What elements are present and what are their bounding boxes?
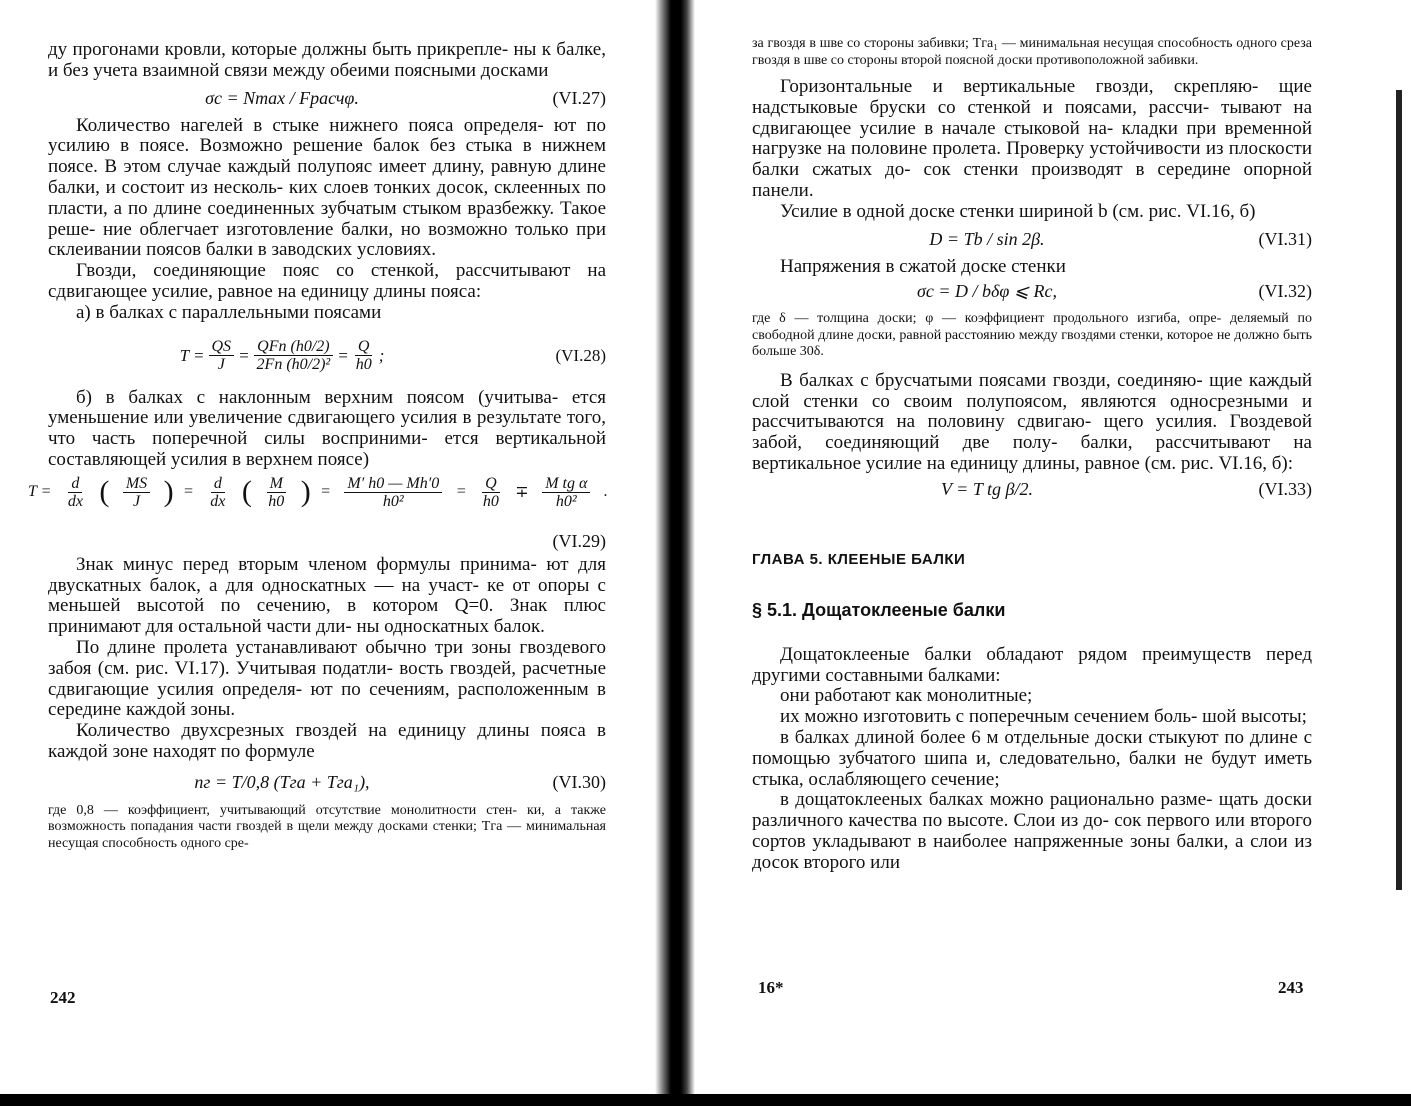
right-column: [752, 36, 1312, 874]
f29-eq-2: =: [320, 483, 331, 501]
formula-vi32-expr: σc = D / bδφ ⩽ Rc,: [917, 280, 1057, 301]
formula-vi27: [48, 82, 606, 116]
formula-vi30-expr: nг = T/0,8 (Tгa + Tгa₁),: [194, 772, 370, 793]
f29-p2-num: M: [267, 475, 286, 493]
f28-eq-2: =: [337, 345, 349, 365]
f28-frac-2: [254, 338, 334, 373]
left-para-2: Количество нагелей в стыке нижнего пояса определя- ют по усилию в поясе. Возможно решение балок без стыка в нижнем поясе. В этом случае каждый полупояс имеет длину, равную длине балки, и состоит из несколь- ких слоев тонких досок, склеенных по пласти, а по длине соединенных зубчатым стыком вразбежку. Такое реше- ние облегчает изготовление балки, но возможно только при склеивании поясов балки в заводских условиях.: [48, 114, 606, 261]
right-footnote-continued: за гвоздя в шве со стороны забивки; Tгa₁ — минимальная несущая способность одного среза гвоздя в шве со стороны второй поясной доски противоположной забивки.: [752, 36, 1312, 68]
f29-paren-open-2: (: [241, 475, 252, 509]
page-number-left: 242: [50, 988, 76, 1007]
formula-vi33-number: (VI.33): [1258, 479, 1312, 500]
list-item-4: в дощатоклееных балках можно рационально разме- щать доски различного качества по высоте. Слои из до- сок первого или второго сортов укладывают в наиболее напряженные зоны балки, а слои из досок второго или: [752, 789, 1312, 873]
left-para-4: Знак минус перед вторым членом формулы принима- ют для двускатных балок, а для односкатных — на участ- ке от опоры с меньшей высотой по сечению, в котором Q=0. Знак плюс принимают для остальной части дли- ны односкатных балок.: [48, 553, 606, 638]
left-para-6: Количество двухсрезных гвоздей на единицу длины пояса в каждой зоне находят по формуле: [48, 720, 606, 762]
f28-frac-1: [209, 338, 235, 373]
formula-vi27-expr: σc = Nmax / Fрасчφ.: [205, 88, 359, 109]
f29-d1-den: dx: [67, 492, 83, 510]
f29-p2-den: h0: [268, 492, 285, 510]
right-para-3: Напряжения в сжатой доске стенки: [780, 255, 1066, 277]
f29-lhs: T =: [28, 483, 52, 501]
f28-lhs: T =: [179, 345, 205, 365]
right-para-4: В балках с брусчатыми поясами гвозди, соединяю- щие каждый слой стенки со своим полупоясом, являются односрезными и рассчитываются на половину сдвигаю- щего усилия. Гвоздевой забой, соединяющий две полу- балки, рассчитывают на вертикальное усилие на единицу длины, равное (см. рис. VI.16, б):: [752, 369, 1312, 475]
formula-vi27-number: (VI.27): [552, 88, 606, 109]
left-item-a: а) в балках с параллельными поясами: [76, 301, 382, 323]
f29-paren-open-1: (: [99, 475, 110, 509]
page-number-right: 243: [1278, 978, 1304, 997]
formula-vi30-number: (VI.30): [552, 772, 606, 793]
formula-vi31: [752, 223, 1312, 257]
f29-f5-den: h0²: [555, 492, 577, 510]
f28-eq-1: =: [238, 345, 250, 365]
f29-f3-num: M′ h0 — Mh′0: [344, 475, 442, 493]
left-page: [0, 0, 660, 1106]
formula-vi31-number: (VI.31): [1258, 229, 1312, 250]
f29-end: .: [603, 483, 608, 501]
f29-d2-num: d: [211, 475, 225, 493]
formula-vi29: [28, 471, 608, 555]
f29-p1-den: J: [132, 492, 141, 510]
f29-f4: [480, 475, 502, 510]
list-item-1: они работают как монолитные;: [780, 685, 1033, 707]
f28-frac-3-num: Q: [355, 338, 373, 356]
list-item-3: в балках длиной более 6 м отдельные доски стыкуют по длине с помощью зубчатого шипа и, следовательно, балки не будут иметь стыка, ослабляющего сечение;: [752, 727, 1312, 790]
f29-eq-1: =: [183, 483, 194, 501]
f29-f3: [344, 475, 442, 510]
formula-vi28-number: (VI.28): [555, 345, 606, 365]
f29-f3-den: h0²: [382, 492, 404, 510]
list-item-2: их можно изготовить с поперечным сечением боль- шой высоты;: [780, 706, 1307, 728]
f29-d1: [65, 475, 86, 510]
f28-frac-1-num: QS: [209, 338, 235, 356]
f29-f4-den: h0: [482, 492, 499, 510]
f29-p1: [123, 475, 150, 510]
right-para-1: Горизонтальные и вертикальные гвозди, скрепляю- щие надстыковые бруски со стенкой и поясами, рассчи- тывают на сдвигающее усилие в начале стыковой на- кладки при временной нагрузке на половине пролета. Проверку устойчивости из плоскости балки сжатых до- сок стенки производят в середине опорной панели.: [752, 76, 1312, 201]
f29-f4-num: Q: [482, 475, 500, 493]
formula-vi29-number: (VI.29): [552, 530, 606, 551]
formula-vi33-expr: V = T tg β/2.: [941, 479, 1033, 500]
left-item-b: б) в балках с наклонным верхним поясом (учитыва- ется уменьшение или увеличение сдвигающего усилия в результате того, что часть поперечной силы восприними- ется вертикальной составляющей усилия в верхнем поясе): [48, 386, 606, 470]
f29-p1-num: MS: [123, 475, 150, 493]
book-gutter-shadow: [655, 0, 695, 1106]
f29-d2-den: dx: [210, 492, 226, 510]
f28-frac-3: [353, 338, 375, 373]
f28-end: ;: [378, 345, 385, 365]
formula-vi31-expr: D = Tb / sin 2β.: [929, 229, 1045, 250]
right-para-2: Усилие в одной доске стенки шириной b (см. рис. VI.16, б): [780, 200, 1256, 222]
f29-eq-3: =: [455, 483, 467, 501]
f29-d2: [207, 475, 228, 510]
f29-minus-plus: ∓: [515, 484, 529, 502]
chapter-heading: ГЛАВА 5. КЛЕЕНЫЕ БАЛКИ: [752, 550, 966, 568]
f29-p2: [265, 475, 287, 510]
f28-frac-1-den: J: [217, 356, 225, 374]
f28-frac-3-den: h0: [355, 356, 372, 374]
left-footnote: где 0,8 — коэффициент, учитывающий отсутствие монолитности стен- ки, а также возможность попадания части гвоздей в щели между досками стенки; Tгa — минимальная несущая способность одного сре-: [48, 802, 606, 851]
f29-f5-num: M tg α: [542, 475, 590, 493]
f28-frac-2-den: 2Fп (h0/2)²: [256, 356, 331, 374]
f29-d1-num: d: [68, 475, 82, 493]
right-page: [690, 0, 1411, 1106]
f29-paren-close-2: ): [300, 475, 311, 509]
left-para-5: По длине пролета устанавливают обычно три зоны гвоздевого забоя (см. рис. VI.17). Учитывая податли- вость гвоздей, расчетные сдвигающие усилия определя- ют по сечениям, расположенным в середине каждой зоны.: [48, 636, 606, 721]
f29-paren-close-1: ): [163, 475, 174, 509]
formula-vi32: [752, 277, 1312, 305]
signature-mark: 16*: [758, 978, 784, 997]
right-footnote-2: где δ — толщина доски; φ — коэффициент продольного изгиба, опре- деляемый по свободной длине доски, равной расстоянию между гвоздями стенки, которое не должно быть больше 30δ.: [752, 311, 1312, 360]
formula-vi32-number: (VI.32): [1258, 280, 1312, 301]
formula-vi33: [752, 475, 1312, 505]
right-para-5: Дощатоклееные балки обладают рядом преимуществ перед другими составными балками:: [752, 643, 1312, 686]
f28-frac-2-num: QFп (h0/2): [254, 338, 332, 356]
f29-f5: [542, 475, 590, 510]
left-para-1: ду прогонами кровли, которые должны быть прикрепле- ны к балке, и без учета взаимной связи между обеими поясными досками: [48, 39, 606, 81]
formula-vi30: [48, 763, 606, 803]
left-column: [28, 39, 608, 852]
section-heading: § 5.1. Дощатоклееные балки: [752, 599, 1006, 620]
left-para-3: Гвозди, соединяющие пояс со стенкой, рассчитывают на сдвигающее усилие, равное на единицу длины пояса:: [48, 260, 606, 302]
formula-vi28: [48, 324, 606, 388]
